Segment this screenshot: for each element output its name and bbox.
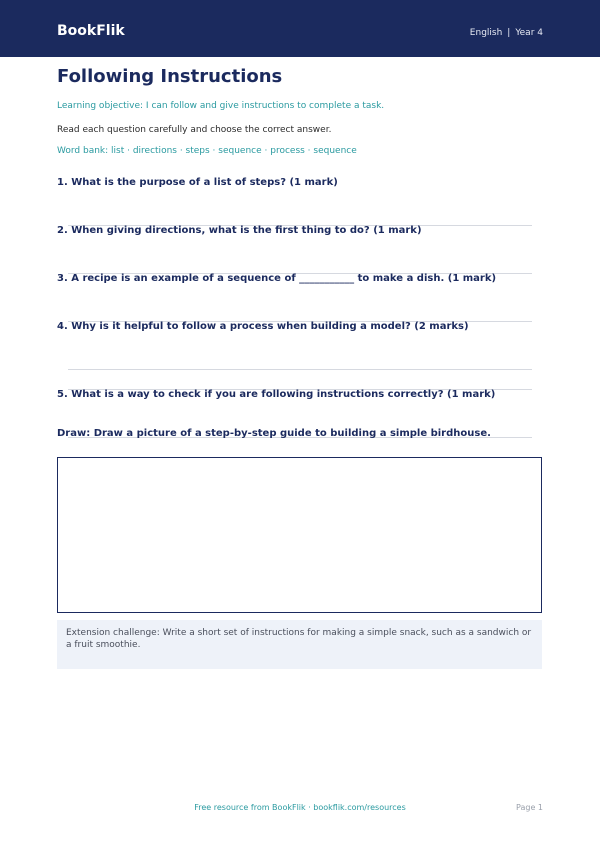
question-3: 3. A recipe is an example of a sequence of ___________ to make a dish. (1 mark): [57, 273, 497, 284]
word-bank: Word bank: list · directions · steps · sequence · process · sequence: [57, 146, 357, 156]
question-4: 4. Why is it helpful to follow a process when building a model? (2 marks): [57, 321, 469, 332]
subject-year: [470, 28, 543, 38]
draw-prompt: Draw: Draw a picture of a step-by-step guide to building a simple birdhouse.: [57, 428, 491, 439]
year-label: Year 4: [515, 28, 543, 38]
answer-line-4a[interactable]: [68, 369, 532, 370]
page-number: Page 1: [516, 803, 543, 812]
page-title: Following Instructions: [57, 66, 283, 87]
footer-source: Free resource from BookFlik · bookflik.com/resources: [194, 803, 406, 812]
subject-label: English: [469, 28, 503, 38]
question-5: 5. What is a way to check if you are following instructions correctly? (1 mark): [57, 389, 496, 400]
learning-objective: Learning objective: I can follow and give instructions to complete a task.: [57, 101, 385, 111]
brand-logo-text: BookFlik: [57, 23, 125, 39]
instructions-text: Read each question carefully and choose the correct answer.: [57, 125, 332, 135]
extension-challenge: Extension challenge: Write a short set of instructions for making a simple snack, such as a sandwich or a fruit smoothie.: [57, 620, 542, 669]
question-2: 2. When giving directions, what is the first thing to do? (1 mark): [57, 225, 422, 236]
question-1: 1. What is the purpose of a list of steps? (1 mark): [57, 177, 338, 188]
drawing-box[interactable]: [57, 457, 542, 613]
header-bar: [0, 0, 600, 57]
meta-separator: |: [507, 28, 511, 38]
